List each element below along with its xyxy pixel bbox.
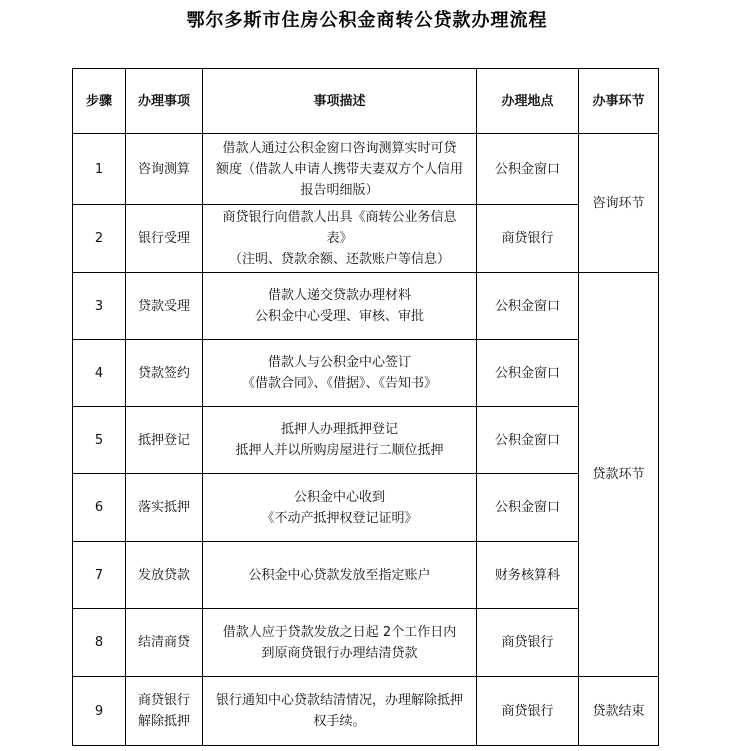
step-cell: 3 <box>73 273 126 340</box>
item-line: 贷款签约 <box>137 365 190 381</box>
desc-cell <box>203 205 477 273</box>
desc-line: 报告明细版） <box>300 182 379 198</box>
item-cell <box>126 474 203 542</box>
desc-line: 抵押人并以所购房屋进行二顺位抵押 <box>235 443 444 458</box>
item-line: 银行受理 <box>137 231 190 246</box>
step-cell: 5 <box>73 407 126 474</box>
desc-cell <box>203 677 477 746</box>
desc-cell <box>203 134 477 205</box>
place-cell: 商贷银行 <box>477 609 579 677</box>
step-cell: 2 <box>73 205 126 273</box>
place-cell: 公积金窗口 <box>477 273 579 340</box>
item-cell <box>126 677 203 746</box>
desc-line: 商贷银行向借款人出具《商转公业务信息 <box>222 210 457 225</box>
header-stage: 办事环节 <box>579 69 659 134</box>
desc-line: 额度（借款人申请人携带夫妻双方个人信用 <box>215 161 463 177</box>
desc-line: 借款人与公积金中心签订 <box>267 355 411 370</box>
item-cell <box>126 407 203 474</box>
item-cell <box>126 273 203 340</box>
desc-cell <box>203 273 477 340</box>
table-row <box>73 205 659 273</box>
desc-cell <box>203 609 477 677</box>
desc-line: 借款人递交贷款办理材料 <box>267 288 411 303</box>
header-step: 步骤 <box>73 69 126 134</box>
item-line: 抵押登记 <box>137 432 190 448</box>
item-line: 结清商贷 <box>137 635 190 650</box>
desc-line: 借款人通过公积金窗口咨询测算实时可贷 <box>222 140 457 156</box>
desc-line: 公积金中心贷款发放至指定账户 <box>248 567 431 583</box>
item-cell <box>126 205 203 273</box>
desc-line: 银行通知中心贷款结清情况，办理解除抵押 <box>215 693 463 708</box>
step-cell: 9 <box>73 677 126 746</box>
desc-line: 《借款合同》、《借据》、《告知书》 <box>241 376 437 391</box>
item-cell <box>126 609 203 677</box>
desc-line: 公积金中心收到 <box>293 489 385 505</box>
desc-line: 到原商贷银行办理结清贷款 <box>261 645 418 661</box>
desc-line: 权手续。 <box>313 714 366 729</box>
place-cell: 公积金窗口 <box>477 134 579 205</box>
table-row <box>73 474 659 542</box>
step-cell: 1 <box>73 134 126 205</box>
item-cell <box>126 542 203 609</box>
item-cell <box>126 134 203 205</box>
item-line: 商贷银行 <box>137 693 190 708</box>
desc-line: 抵押人办理抵押登记 <box>280 422 398 437</box>
place-cell: 商贷银行 <box>477 677 579 746</box>
stage-cell-end: 贷款结束 <box>579 677 659 746</box>
desc-cell <box>203 407 477 474</box>
step-cell: 7 <box>73 542 126 609</box>
header-item: 办理事项 <box>126 69 203 134</box>
desc-line: 表》 <box>326 231 353 246</box>
item-line: 落实抵押 <box>137 500 190 515</box>
table-row <box>73 609 659 677</box>
table-row <box>73 677 659 746</box>
desc-cell <box>203 542 477 609</box>
item-cell <box>126 340 203 407</box>
item-line: 解除抵押 <box>137 714 190 729</box>
place-cell: 公积金窗口 <box>477 340 579 407</box>
desc-cell <box>203 340 477 407</box>
stage-cell-loan: 贷款环节 <box>579 273 659 677</box>
place-cell: 财务核算科 <box>477 542 579 609</box>
process-table <box>72 68 659 746</box>
table-row <box>73 134 659 205</box>
place-cell: 公积金窗口 <box>477 407 579 474</box>
header-place: 办理地点 <box>477 69 579 134</box>
desc-line: （注明、贷款余额、还款账户等信息） <box>228 252 450 267</box>
table-row <box>73 542 659 609</box>
place-cell: 商贷银行 <box>477 205 579 273</box>
table-row <box>73 273 659 340</box>
header-desc: 事项描述 <box>203 69 477 134</box>
place-cell: 公积金窗口 <box>477 474 579 542</box>
step-cell: 8 <box>73 609 126 677</box>
stage-cell-consult: 咨询环节 <box>579 134 659 273</box>
page-title: 鄂尔多斯市住房公积金商转公贷款办理流程 <box>186 10 548 31</box>
step-cell: 4 <box>73 340 126 407</box>
item-line: 贷款受理 <box>137 298 190 314</box>
table-row <box>73 340 659 407</box>
table-header-row <box>73 69 659 134</box>
desc-line: 《不动产抵押权登记证明》 <box>261 510 418 526</box>
item-line: 发放贷款 <box>137 567 190 583</box>
desc-cell <box>203 474 477 542</box>
desc-line: 公积金中心受理、审核、审批 <box>254 309 424 324</box>
step-cell: 6 <box>73 474 126 542</box>
item-line: 咨询测算 <box>137 161 190 177</box>
table-row <box>73 407 659 474</box>
desc-line: 借款人应于贷款发放之日起 2个工作日内 <box>222 624 457 640</box>
